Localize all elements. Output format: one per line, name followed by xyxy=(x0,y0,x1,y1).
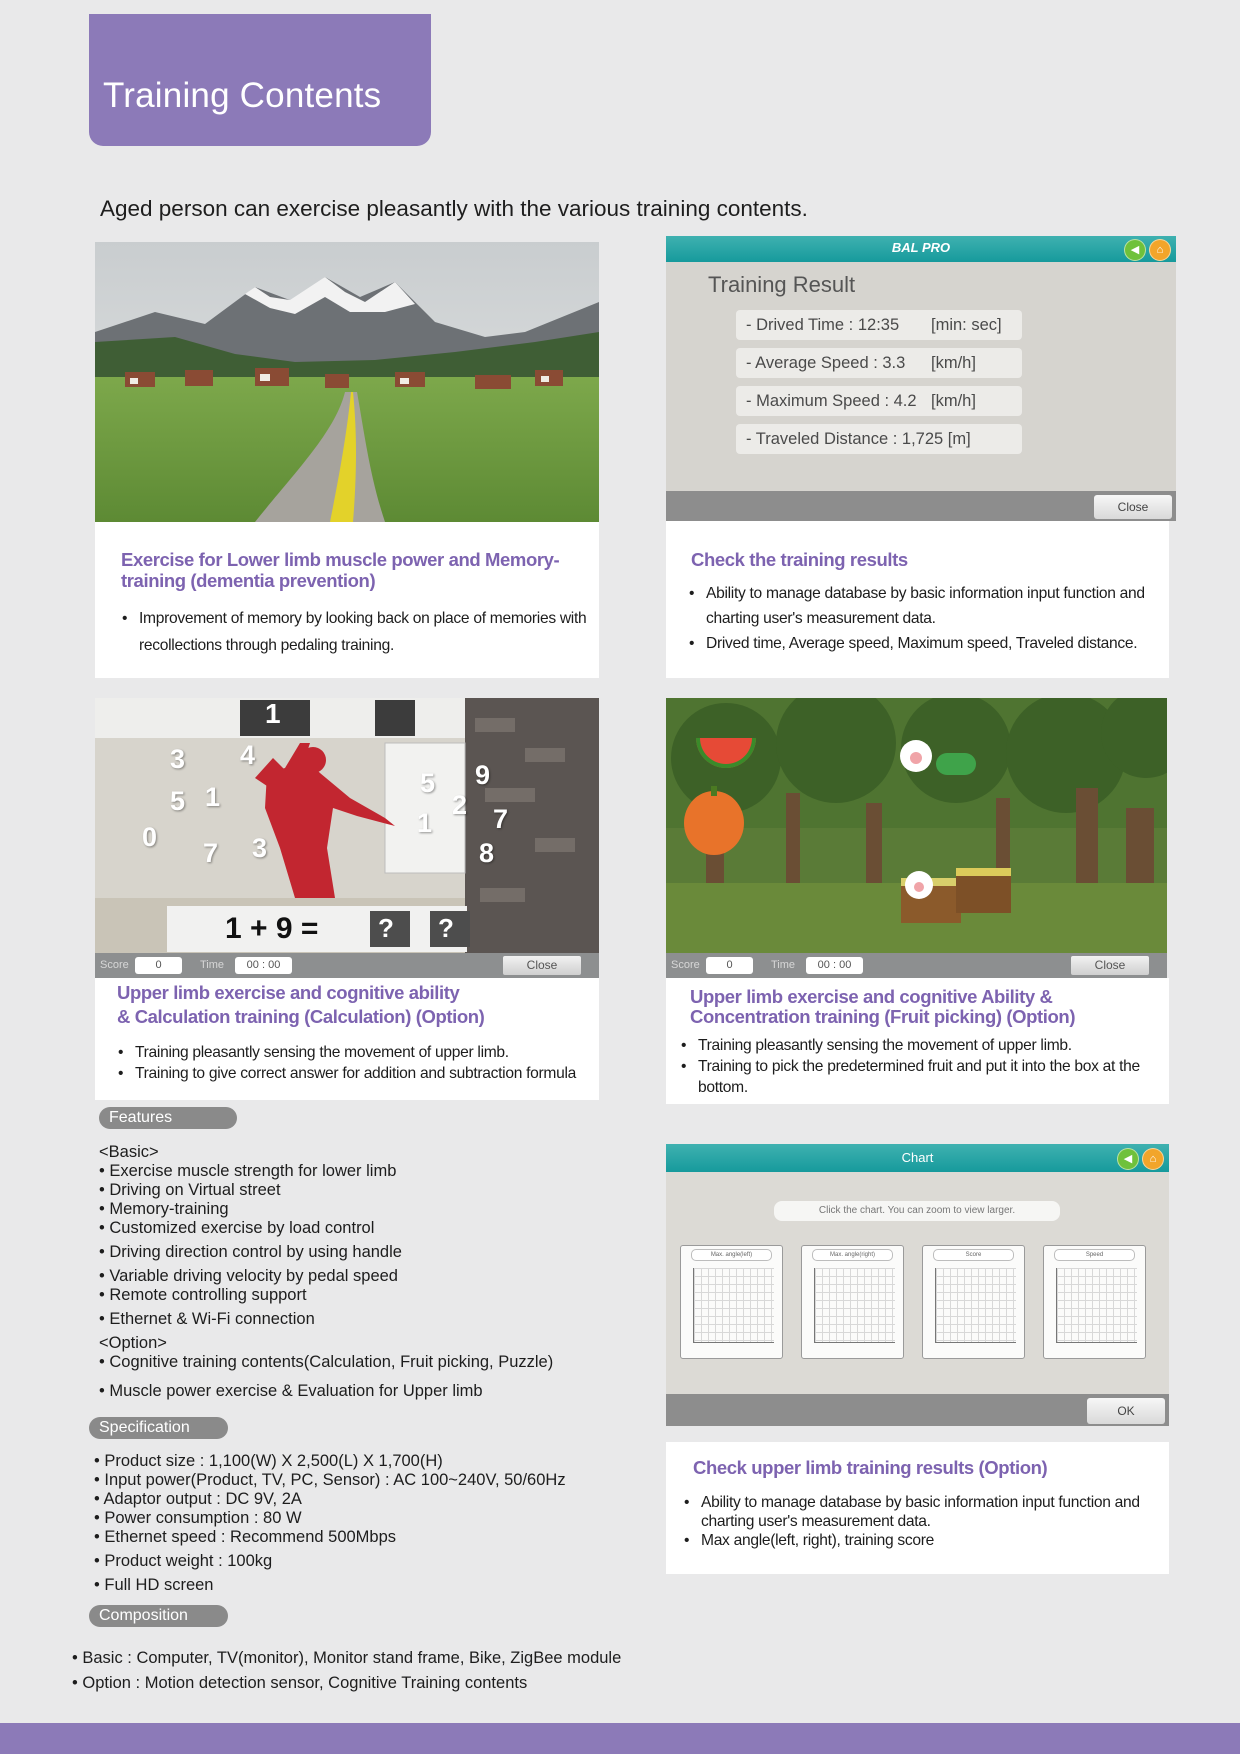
bullet-item: • Training to give correct answer for addition and subtraction formula xyxy=(115,1063,595,1084)
chart-panel-title: Score xyxy=(933,1249,1014,1261)
spec-item: • Adaptor output : DC 9V, 2A xyxy=(94,1490,302,1508)
chart-screen-title: Chart xyxy=(901,1150,934,1165)
chart-panel[interactable] xyxy=(680,1245,783,1359)
balpro-logo: BAL PRO xyxy=(891,240,951,255)
specification-pill: Specification xyxy=(89,1417,228,1439)
card-title: Check the training results xyxy=(691,549,908,570)
title-tab xyxy=(89,14,431,146)
chart-panel-title: Max. angle(left) xyxy=(691,1249,772,1261)
composition-pill: Composition xyxy=(89,1605,228,1627)
feature-item: • Customized exercise by load control xyxy=(99,1219,375,1237)
bullet-item: • Ability to manage database by basic information input function and charting user's measurement data. xyxy=(681,1493,1161,1531)
spec-item: • Input power(Product, TV, PC, Sensor) : AC 100~240V, 50/60Hz xyxy=(94,1471,566,1489)
feature-item: • Exercise muscle strength for lower limb xyxy=(99,1162,397,1180)
bullet-item: • Training to pick the predetermined fruit and put it into the box at the bottom. xyxy=(678,1056,1158,1098)
equation: 1 + 9 = xyxy=(225,912,319,945)
score-value: 0 xyxy=(706,957,753,974)
floating-digit[interactable]: 7 xyxy=(203,838,219,868)
card-title: & Calculation training (Calculation) (Option) xyxy=(117,1006,485,1027)
close-button[interactable]: Close xyxy=(503,956,581,975)
page-title: Training Contents xyxy=(103,76,382,115)
chart-panel[interactable] xyxy=(1043,1245,1146,1359)
answer-box[interactable]: ? xyxy=(378,913,394,943)
chart-grid xyxy=(814,1268,895,1343)
footer-band xyxy=(0,1723,1240,1754)
chart-grid xyxy=(935,1268,1016,1343)
bullet-item: • Training pleasantly sensing the movement of upper limb. xyxy=(115,1042,595,1063)
card-title: Check upper limb training results (Option) xyxy=(693,1457,1048,1478)
card-bullets xyxy=(119,605,589,659)
spec-item: • Power consumption : 80 W xyxy=(94,1509,302,1527)
calculation-card xyxy=(95,978,599,1100)
chart-hint: Click the chart. You can zoom to view larger. xyxy=(774,1201,1060,1221)
ok-button[interactable]: OK xyxy=(1087,1398,1165,1424)
card-title: Concentration training (Fruit picking) (Option) xyxy=(690,1006,1076,1027)
floating-digit[interactable]: 2 xyxy=(452,790,468,820)
time-label: Time xyxy=(771,959,796,971)
time-value: 00 : 00 xyxy=(806,957,863,974)
fruit-picking-screen xyxy=(666,698,1167,978)
floating-digit[interactable]: 1 xyxy=(205,782,221,812)
floating-digit[interactable]: 1 xyxy=(417,808,433,838)
card-bullets xyxy=(686,581,1166,656)
features-pill: Features xyxy=(99,1107,237,1129)
spec-item: • Product size : 1,100(W) X 2,500(L) X 1,700(H) xyxy=(94,1452,443,1470)
feature-item: • Variable driving velocity by pedal speed xyxy=(99,1267,398,1285)
calculation-screen xyxy=(95,698,599,978)
bullet-item: • Ability to manage database by basic information input function and charting user's measurement data. xyxy=(686,581,1166,631)
floating-digit[interactable]: 3 xyxy=(252,833,268,863)
card-title: Upper limb exercise and cognitive ability xyxy=(117,982,460,1003)
chart-panel[interactable] xyxy=(922,1245,1025,1359)
card-title: Exercise for Lower limb muscle power and Memory-training (dementia prevention) xyxy=(121,549,560,591)
feature-item: • Ethernet & Wi-Fi connection xyxy=(99,1310,315,1328)
specification-list xyxy=(94,1452,566,1595)
time-value: 00 : 00 xyxy=(235,957,292,974)
chart-panel-title: Max. angle(right) xyxy=(812,1249,893,1261)
close-button[interactable]: Close xyxy=(1094,495,1172,519)
fruit-picking-card xyxy=(666,978,1169,1104)
basic-header: <Basic> xyxy=(99,1143,159,1161)
result-heading: Training Result xyxy=(708,272,856,297)
time-label: Time xyxy=(200,959,225,971)
top-number: 1 xyxy=(265,698,281,729)
bullet-item: • Drived time, Average speed, Maximum speed, Traveled distance. xyxy=(686,631,1166,656)
back-icon[interactable]: ◀ xyxy=(1124,239,1146,261)
feature-item: • Driving on Virtual street xyxy=(99,1181,281,1199)
spec-item: • Product weight : 100kg xyxy=(94,1552,273,1570)
score-label: Score xyxy=(100,959,129,971)
bullet-item: • Max angle(left, right), training score xyxy=(681,1531,1161,1550)
screen-header xyxy=(666,236,1176,262)
game-status-bar xyxy=(666,953,1167,978)
card-bullets xyxy=(681,1493,1161,1550)
feature-item: • Driving direction control by using handle xyxy=(99,1243,402,1261)
card-title: Upper limb exercise and cognitive Ability & xyxy=(690,986,1053,1007)
floating-digit[interactable]: 0 xyxy=(142,822,158,852)
close-button[interactable]: Close xyxy=(1071,956,1149,975)
upper-limb-results-card xyxy=(666,1442,1169,1574)
screen-header xyxy=(666,1144,1169,1172)
training-result-screen xyxy=(666,236,1176,521)
option-header: <Option> xyxy=(99,1334,167,1352)
feature-item: • Remote controlling support xyxy=(99,1286,307,1304)
card-bullets xyxy=(678,1035,1158,1098)
spec-item: • Ethernet speed : Recommend 500Mbps xyxy=(94,1528,397,1546)
training-results-card xyxy=(666,521,1169,678)
composition-item: • Option : Motion detection sensor, Cognitive Training contents xyxy=(72,1674,528,1692)
result-row: - Average Speed : 3.3 [km/h] xyxy=(736,348,1022,378)
floating-digit[interactable]: 7 xyxy=(493,804,509,834)
chart-grid xyxy=(693,1268,774,1343)
floating-digit[interactable]: 3 xyxy=(170,744,186,774)
composition-list xyxy=(72,1646,621,1696)
bullet-item: • Training pleasantly sensing the movement of upper limb. xyxy=(678,1035,1158,1056)
card-bullets xyxy=(115,1042,595,1084)
memory-training-card xyxy=(95,522,599,678)
screen-footer xyxy=(666,491,1176,521)
chart-panel[interactable] xyxy=(801,1245,904,1359)
result-row: - Traveled Distance : 1,725 [m] xyxy=(736,424,1022,454)
composition-item: • Basic : Computer, TV(monitor), Monitor stand frame, Bike, ZigBee module xyxy=(72,1649,622,1667)
chart-grid xyxy=(1056,1268,1137,1343)
score-value: 0 xyxy=(135,957,182,974)
floating-digit[interactable]: 4 xyxy=(240,740,256,770)
result-row: - Maximum Speed : 4.2 [km/h] xyxy=(736,386,1022,416)
score-label: Score xyxy=(671,959,700,971)
floating-digit[interactable]: 9 xyxy=(475,760,491,790)
floating-digit[interactable]: 5 xyxy=(170,786,186,816)
game-status-bar xyxy=(95,953,599,978)
landscape-photo xyxy=(95,242,599,522)
tagline: Aged person can exercise pleasantly with the various training contents. xyxy=(100,196,808,221)
feature-item: • Memory-training xyxy=(99,1200,229,1218)
back-icon[interactable]: ◀ xyxy=(1117,1148,1139,1170)
answer-box[interactable]: ? xyxy=(438,913,454,943)
features-list xyxy=(99,1143,553,1401)
floating-digit[interactable]: 5 xyxy=(420,768,436,798)
floating-digit[interactable]: 8 xyxy=(479,838,495,868)
result-row: - Drived Time : 12:35 [min: sec] xyxy=(736,310,1022,340)
home-icon[interactable]: ⌂ xyxy=(1149,239,1171,261)
spec-item: • Full HD screen xyxy=(94,1576,214,1594)
feature-item: • Cognitive training contents(Calculation, Fruit picking, Puzzle) xyxy=(99,1353,554,1371)
bullet-item: • Improvement of memory by looking back on place of memories with recollections through pedaling training. xyxy=(119,605,589,659)
home-icon[interactable]: ⌂ xyxy=(1142,1148,1164,1170)
screen-footer xyxy=(666,1394,1169,1426)
feature-item: • Muscle power exercise & Evaluation for Upper limb xyxy=(99,1382,483,1400)
chart-panel-title: Speed xyxy=(1054,1249,1135,1261)
